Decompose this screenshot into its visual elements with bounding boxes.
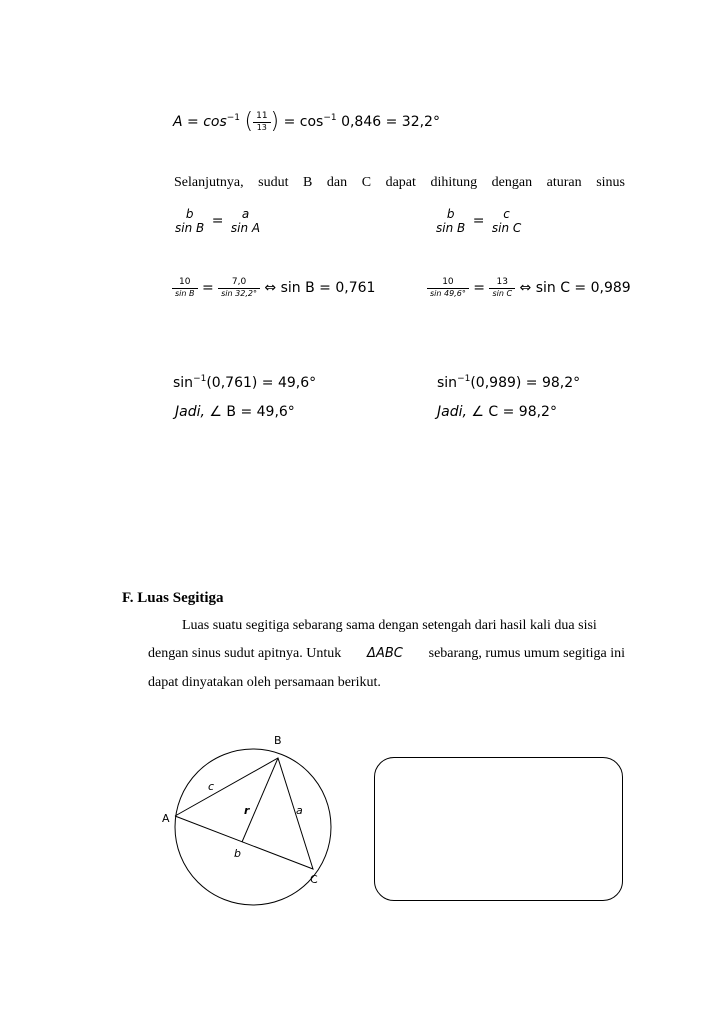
iff-sign: ⇔ [519, 280, 532, 296]
section-para-line1: Luas suatu segitiga sebarang sama dengan setengah dari hasil kali dua sisi [182, 618, 597, 633]
asin-left [173, 374, 316, 391]
den: sin A [230, 221, 261, 235]
formula-a-lhs: A = cos [173, 114, 227, 130]
asin-right-value: (0,989) = 98,2° [470, 375, 581, 391]
solve-right-frac1 [427, 278, 469, 298]
jadi-left [175, 404, 295, 420]
paren-close: ) [270, 109, 280, 134]
section-heading: F. Luas Segitiga [122, 590, 224, 606]
solve-left-result: sin B = 0,761 [280, 280, 376, 296]
solve-right [427, 278, 631, 298]
formula-a [173, 100, 440, 136]
jadi-right-value: C = 98,2° [488, 404, 557, 420]
triangle-circle-diagram [150, 728, 370, 918]
vertex-label-b: B [274, 734, 282, 747]
solve-left-frac1 [172, 278, 198, 298]
vertex-label-a: A [162, 812, 170, 825]
den: sin C [491, 221, 522, 235]
jadi-left-value: B = 49,6° [226, 404, 295, 420]
sin-text: sin [173, 375, 194, 391]
radius-label: r [244, 804, 250, 817]
jadi-right [437, 404, 557, 420]
ratio-right-frac2 [489, 208, 524, 234]
formula-a-fraction [253, 112, 270, 132]
eq-sign: = [201, 280, 214, 296]
ratio-right-frac1 [433, 208, 468, 234]
ratio-left [172, 208, 263, 234]
frac-den: 13 [256, 123, 267, 132]
sin-text: sin [437, 375, 458, 391]
paren-open: ( [244, 109, 254, 134]
inv: −1 [457, 374, 471, 384]
side-label-a: a [296, 804, 303, 817]
num: b [185, 207, 194, 221]
frac-num: 11 [253, 112, 270, 123]
side-label-c: c [208, 780, 215, 793]
num: a [241, 207, 250, 221]
side-label-b: b [234, 847, 241, 860]
num: 13 [489, 278, 515, 289]
vertex-label-c: C [310, 873, 318, 886]
formula-box [374, 757, 623, 901]
formula-a-inv-2: −1 [323, 113, 337, 123]
para-line2-start: dengan sinus sudut apitnya. Untuk [148, 646, 342, 661]
jadi-word: Jadi, ∠ [175, 404, 222, 420]
num: 7,0 [218, 278, 260, 289]
radius-line [242, 758, 278, 842]
section-para-line3: dapat dinyatakan oleh persamaan berikut. [148, 675, 381, 690]
section-para-line2 [148, 646, 625, 662]
ratio-right [433, 208, 524, 234]
num: b [446, 207, 455, 221]
den: sin 49,6° [430, 289, 466, 298]
triangle-symbol: ΔABC [367, 646, 403, 661]
den: sin B [175, 221, 205, 235]
ratio-left-frac2 [228, 208, 263, 234]
den: sin B [175, 289, 195, 298]
den: sin 32,2° [221, 289, 257, 298]
num: 10 [172, 278, 198, 289]
formula-a-rhs: 0,846 = 32,2° [341, 114, 440, 130]
ratio-left-frac1 [172, 208, 207, 234]
num: c [503, 207, 510, 221]
solve-left-frac2 [218, 278, 260, 298]
eq-sign: = [472, 213, 485, 229]
den: sin B [436, 221, 466, 235]
formula-a-mid: = cos [283, 114, 324, 130]
para-line2-end: sebarang, rumus umum segitiga ini [428, 646, 625, 661]
solve-right-frac2 [489, 278, 515, 298]
iff-sign: ⇔ [264, 280, 277, 296]
asin-left-value: (0,761) = 49,6° [206, 375, 317, 391]
solve-right-result: sin C = 0,989 [535, 280, 631, 296]
eq-sign: = [473, 280, 486, 296]
solve-left [172, 278, 375, 298]
eq-sign: = [211, 213, 224, 229]
intro-text: Selanjutnya, sudut B dan C dapat dihitung dengan aturan sinus [174, 175, 625, 190]
jadi-word: Jadi, ∠ [437, 404, 484, 420]
formula-a-inv: −1 [226, 113, 241, 123]
den: sin C [492, 289, 513, 298]
inv: −1 [193, 374, 207, 384]
num: 10 [427, 278, 469, 289]
asin-right [437, 374, 580, 391]
